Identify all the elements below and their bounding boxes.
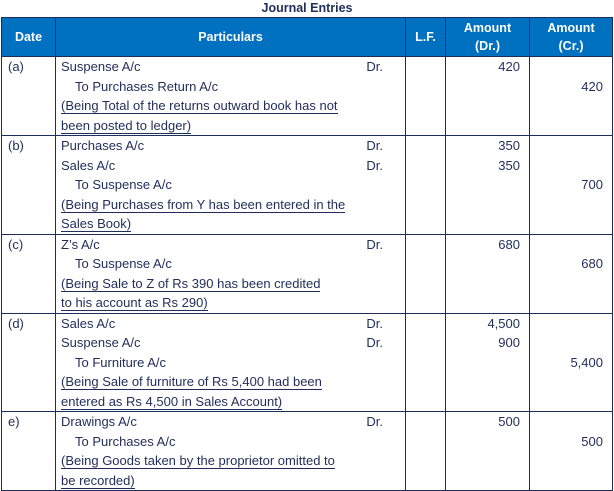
entry-date-cell xyxy=(2,313,56,412)
entry-date: (b) xyxy=(8,138,24,153)
particulars-text: Sales A/c xyxy=(61,315,116,331)
particulars-text: Suspense A/c xyxy=(61,59,141,74)
lf-value xyxy=(406,175,445,195)
credit-account xyxy=(61,175,405,195)
journal-entry-row xyxy=(2,234,613,313)
lf-value xyxy=(406,214,445,234)
amount-dr-value xyxy=(446,471,529,491)
lf-value xyxy=(406,471,445,491)
dr-marker: Dr. xyxy=(366,236,383,252)
lf-value xyxy=(406,77,445,97)
particulars-text: To Purchases A/c xyxy=(75,433,176,449)
amount-cr-value: 420 xyxy=(581,78,603,94)
narration-line xyxy=(61,451,405,471)
amount-dr-value: 500 xyxy=(498,414,520,429)
entry-lf-cell xyxy=(406,57,446,136)
lf-value xyxy=(406,57,445,77)
credit-account xyxy=(61,432,405,452)
entry-particulars-cell xyxy=(56,136,406,235)
amount-dr-value: 350 xyxy=(498,138,520,153)
amount-dr-value xyxy=(446,195,529,215)
amount-cr-value xyxy=(530,156,612,176)
dr-marker: Dr. xyxy=(366,59,383,74)
particulars-text: To Furniture A/c xyxy=(75,354,167,370)
amount-cr-value xyxy=(530,412,612,432)
lf-value xyxy=(406,195,445,215)
lf-value xyxy=(406,432,445,452)
entry-date-cell xyxy=(2,57,56,136)
particulars-text: be recorded) xyxy=(61,472,135,488)
journal-entry-row xyxy=(2,313,613,412)
particulars-text: Purchases A/c xyxy=(61,138,145,153)
amount-dr-value xyxy=(446,392,529,412)
header-date: Date xyxy=(2,18,56,57)
entry-amount-dr-cell xyxy=(446,136,530,235)
lf-value xyxy=(406,136,445,156)
amount-cr-value xyxy=(530,235,612,255)
narration-line xyxy=(61,471,405,491)
amount-cr-value xyxy=(530,195,612,215)
entry-amount-dr-cell xyxy=(446,313,530,412)
particulars-text: Sales A/c xyxy=(61,157,116,173)
amount-dr-value xyxy=(446,77,529,97)
particulars-text: (Being Sale to Z of Rs 390 has been credited xyxy=(61,275,321,291)
particulars-text: to his account as Rs 290) xyxy=(61,295,208,310)
entry-lf-cell xyxy=(406,412,446,491)
header-particulars: Particulars xyxy=(56,18,406,57)
dr-marker: Dr. xyxy=(366,335,383,350)
lf-value xyxy=(406,353,445,373)
lf-value xyxy=(406,412,445,432)
particulars-text: (Being Total of the returns outward book has not xyxy=(61,98,338,113)
debit-account xyxy=(61,57,405,77)
credit-account xyxy=(61,77,405,97)
debit-account xyxy=(61,333,405,353)
entry-lf-cell xyxy=(406,234,446,313)
amount-cr-value xyxy=(530,372,612,392)
narration-line xyxy=(61,214,405,234)
lf-value xyxy=(406,156,445,176)
header-amount-cr-label: Amount xyxy=(547,21,595,35)
header-amount-dr-label: Amount xyxy=(463,21,512,35)
journal-entry-row xyxy=(2,412,613,491)
particulars-text: Drawings A/c xyxy=(61,414,137,429)
amount-cr-value: 5,400 xyxy=(570,354,603,370)
dr-marker: Dr. xyxy=(366,414,383,429)
particulars-text: (Being Goods taken by the proprietor omitted to xyxy=(61,453,335,468)
narration-line xyxy=(61,274,405,294)
dr-marker: Dr. xyxy=(366,138,383,153)
entry-particulars-cell xyxy=(56,234,406,313)
amount-dr-value xyxy=(446,96,529,116)
entry-particulars-cell xyxy=(56,57,406,136)
entry-date: (a) xyxy=(8,59,24,74)
dr-marker: Dr. xyxy=(366,315,383,331)
particulars-text: Suspense A/c xyxy=(61,335,141,350)
credit-account xyxy=(61,353,405,373)
entry-amount-cr-cell xyxy=(530,412,613,491)
entry-amount-dr-cell xyxy=(446,57,530,136)
entry-amount-cr-cell xyxy=(530,313,613,412)
amount-dr-value xyxy=(446,175,529,195)
amount-cr-value xyxy=(530,214,612,234)
journal-table xyxy=(1,17,613,491)
lf-value xyxy=(406,392,445,412)
entry-amount-cr-cell xyxy=(530,234,613,313)
amount-cr-value xyxy=(530,293,612,313)
lf-value xyxy=(406,254,445,274)
narration-line xyxy=(61,96,405,116)
narration-line xyxy=(61,293,405,313)
amount-cr-value xyxy=(530,451,612,471)
entry-particulars-cell xyxy=(56,313,406,412)
entry-date-cell xyxy=(2,412,56,491)
amount-dr-value xyxy=(446,274,529,294)
particulars-text: (Being Sale of furniture of Rs 5,400 had been xyxy=(61,374,322,389)
particulars-text: entered as Rs 4,500 in Sales Account) xyxy=(61,393,283,409)
amount-cr-value xyxy=(530,57,612,77)
entry-amount-dr-cell xyxy=(446,234,530,313)
particulars-text: To Suspense A/c xyxy=(75,256,172,271)
amount-dr-value: 680 xyxy=(498,236,520,252)
journal-entry-row xyxy=(2,136,613,235)
entry-lf-cell xyxy=(406,313,446,412)
particulars-text: (Being Purchases from Y has been entered in the xyxy=(61,196,346,212)
amount-dr-value xyxy=(446,214,529,234)
header-amount-cr-sub: (Cr.) xyxy=(558,39,584,53)
narration-line xyxy=(61,195,405,215)
debit-account xyxy=(61,412,405,432)
amount-dr-value xyxy=(446,254,529,274)
particulars-text: been posted to ledger) xyxy=(61,117,192,133)
lf-value xyxy=(406,274,445,294)
amount-dr-value xyxy=(446,293,529,313)
dr-marker: Dr. xyxy=(366,157,383,173)
entry-date: (c) xyxy=(8,236,24,252)
debit-account xyxy=(61,314,405,334)
amount-dr-value: 350 xyxy=(498,157,520,173)
amount-cr-value xyxy=(530,471,612,491)
entry-date: e) xyxy=(8,414,20,429)
particulars-text: Z’s A/c xyxy=(61,236,100,252)
lf-value xyxy=(406,96,445,116)
page-title: Journal Entries xyxy=(261,1,353,15)
particulars-text: To Suspense A/c xyxy=(75,177,172,192)
entry-lf-cell xyxy=(406,136,446,235)
lf-value xyxy=(406,235,445,255)
amount-dr-value xyxy=(446,116,529,136)
amount-dr-value: 420 xyxy=(498,59,520,74)
amount-cr-value xyxy=(530,392,612,412)
credit-account xyxy=(61,254,405,274)
header-row xyxy=(2,18,613,57)
amount-cr-value: 700 xyxy=(581,177,603,192)
narration-line xyxy=(61,372,405,392)
header-amount-dr-sub: (Dr.) xyxy=(475,39,500,53)
entry-date-cell xyxy=(2,234,56,313)
entry-date: (d) xyxy=(8,315,24,331)
narration-line xyxy=(61,392,405,412)
amount-dr-value: 900 xyxy=(498,335,520,350)
header-amount-dr xyxy=(446,18,530,57)
amount-cr-value: 500 xyxy=(581,433,603,449)
amount-cr-value xyxy=(530,314,612,334)
particulars-text: Sales Book) xyxy=(61,216,132,231)
header-amount-cr xyxy=(530,18,613,57)
amount-dr-value xyxy=(446,372,529,392)
amount-cr-value xyxy=(530,96,612,116)
amount-dr-value xyxy=(446,451,529,471)
debit-account xyxy=(61,235,405,255)
entry-amount-cr-cell xyxy=(530,57,613,136)
debit-account xyxy=(61,156,405,176)
header-lf: L.F. xyxy=(406,18,446,57)
amount-cr-value xyxy=(530,333,612,353)
entry-date-cell xyxy=(2,136,56,235)
amount-dr-value: 4,500 xyxy=(487,315,520,331)
amount-cr-value xyxy=(530,136,612,156)
lf-value xyxy=(406,314,445,334)
lf-value xyxy=(406,451,445,471)
amount-cr-value xyxy=(530,116,612,136)
entry-amount-dr-cell xyxy=(446,412,530,491)
narration-line xyxy=(61,116,405,136)
entry-particulars-cell xyxy=(56,412,406,491)
amount-dr-value xyxy=(446,432,529,452)
lf-value xyxy=(406,333,445,353)
journal-body xyxy=(2,57,613,491)
particulars-text: To Purchases Return A/c xyxy=(75,78,219,94)
amount-cr-value xyxy=(530,274,612,294)
amount-cr-value: 680 xyxy=(581,256,603,271)
amount-dr-value xyxy=(446,353,529,373)
journal-entry-row xyxy=(2,57,613,136)
lf-value xyxy=(406,116,445,136)
debit-account xyxy=(61,136,405,156)
entry-amount-cr-cell xyxy=(530,136,613,235)
lf-value xyxy=(406,293,445,313)
lf-value xyxy=(406,372,445,392)
